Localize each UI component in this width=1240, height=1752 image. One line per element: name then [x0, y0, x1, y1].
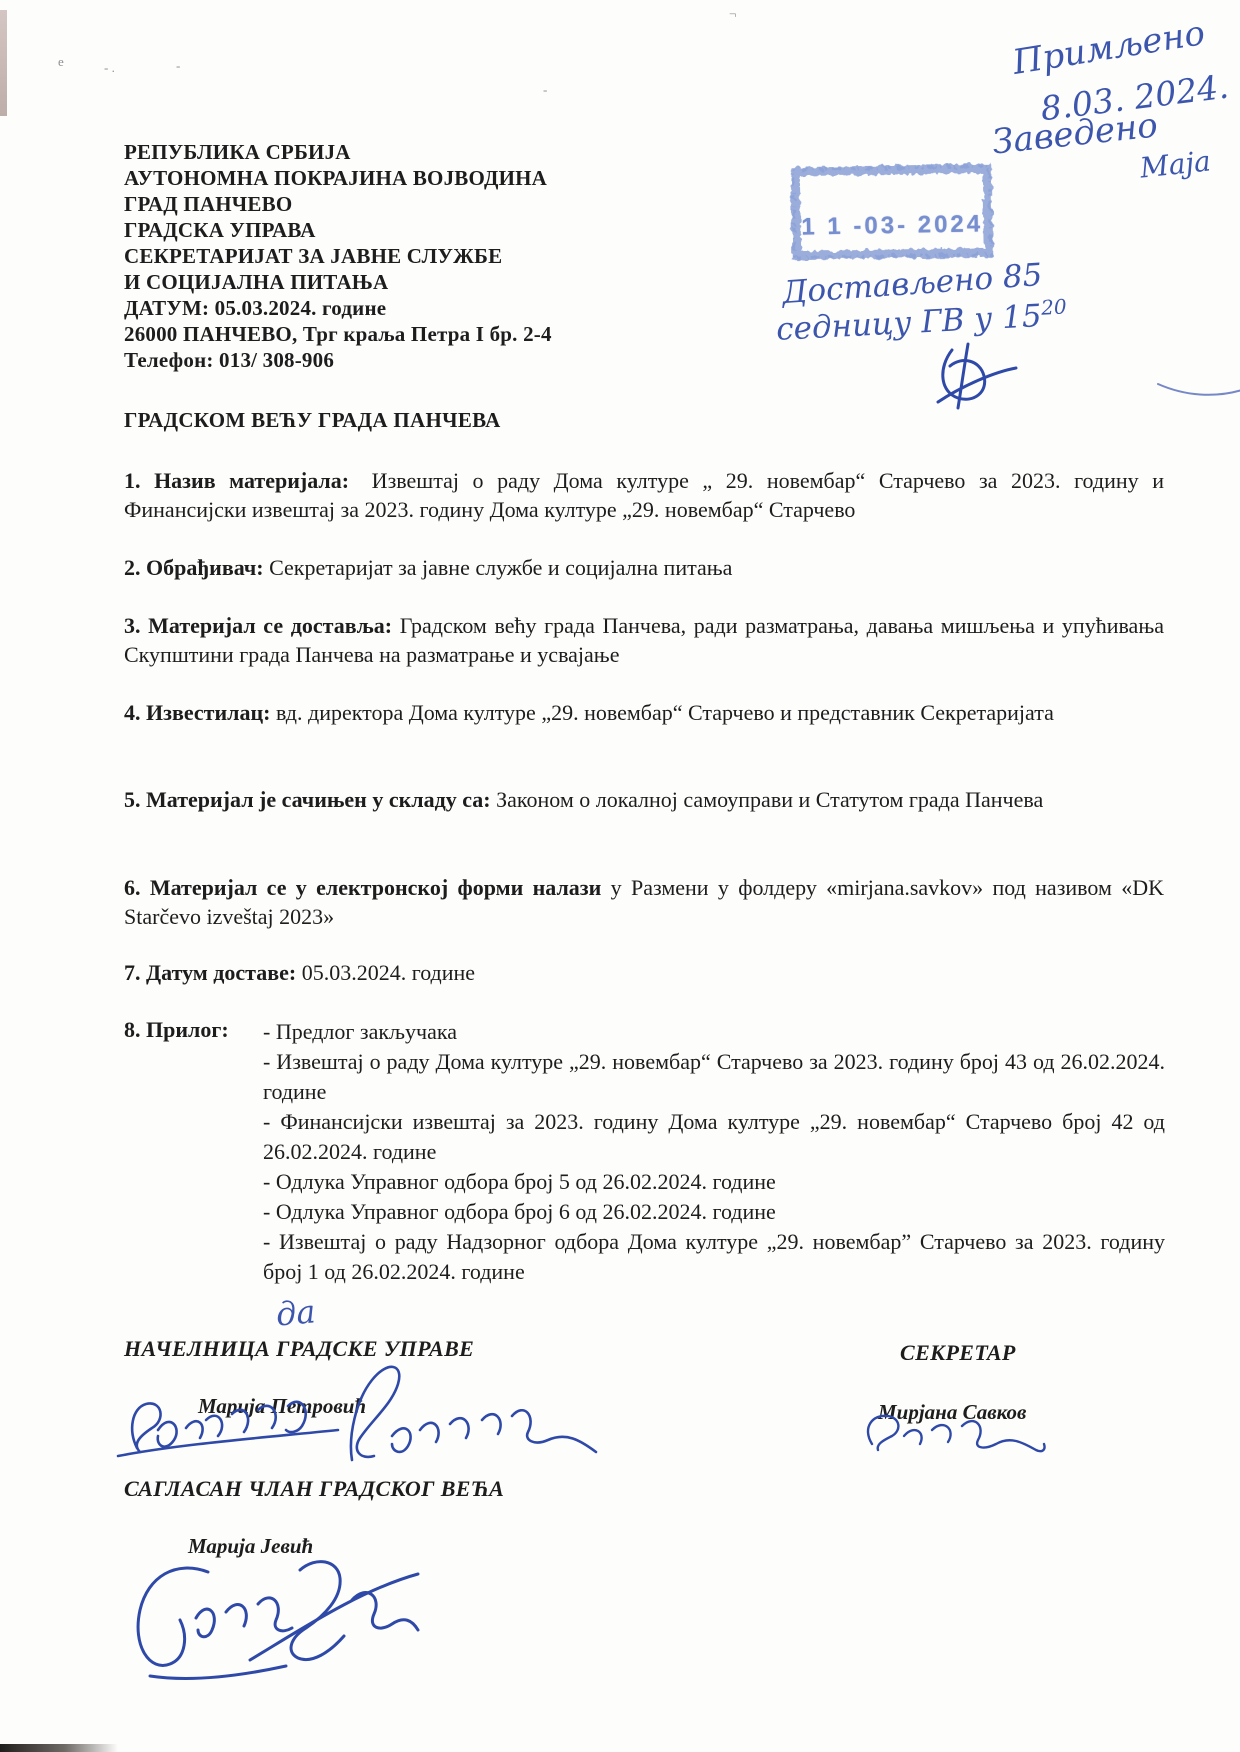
letterhead-line: ДАТУМ: 05.03.2024. године — [124, 296, 387, 320]
attachment-item: - Извештај о раду Дома културе „29. новембар“ Старчево за 2023. годину број 43 од 26.02.2024. године — [263, 1049, 1165, 1104]
scan-speck: - — [176, 58, 181, 73]
handwriting-delivered-line1: Достављено 85 — [781, 256, 1044, 312]
signature-marija-jevic — [138, 1562, 418, 1679]
letterhead — [124, 139, 552, 373]
scan-speck: - . — [104, 60, 115, 75]
scan-speck: ¬ — [729, 6, 737, 21]
item-label: 3. Материјал се доставља: — [124, 613, 393, 638]
letterhead-line: АУТОНОМНА ПОКРАЈИНА ВОЈВОДИНА — [124, 166, 548, 190]
stamp-date: 1 1 -03- 2024 — [801, 210, 984, 241]
attachment-item: - Одлука Управног одбора број 5 од 26.02.2024. године — [263, 1169, 776, 1194]
letterhead-line: ГРАД ПАНЧЕВО — [124, 192, 293, 216]
handwriting-received-date: 8.03. 2024. — [1038, 66, 1231, 129]
item-6-electronic-location — [124, 873, 1164, 931]
item-label: 7. Датум доставе: — [124, 960, 297, 985]
item-text: Градском већу града Панчева, ради разматрања, давања мишљења и упућивања Скупштини града Панчева на разматрање и усвајање — [124, 613, 1164, 667]
item-text: 05.03.2024. године — [296, 960, 476, 985]
letterhead-line: Телефон: 013/ 308-906 — [124, 348, 335, 372]
item-label: 2. Обрађивач: — [124, 555, 264, 580]
item-7-delivery-date — [124, 958, 1164, 987]
addressee-title: ГРАДСКОМ ВЕЋУ ГРАДА ПАНЧЕВА — [124, 408, 501, 432]
letterhead-line: ГРАДСКА УПРАВА — [124, 218, 316, 242]
item-1-material-name — [124, 466, 1164, 524]
letterhead-line: И СОЦИЈАЛНА ПИТАЊА — [124, 270, 389, 294]
item-2-processor — [124, 553, 1164, 582]
scan-edge-artifact-left — [0, 10, 7, 116]
handwriting-logged-name: Маја — [1138, 144, 1213, 185]
item-label: 4. Известилац: — [124, 700, 271, 725]
attachment-item: - Извештај о раду Надзорног одбора Дома културе „29. новембар” Старчево за 2023. годину број 1 од 26.02.2024. године — [263, 1229, 1165, 1284]
handwriting-logged: Заведено — [990, 105, 1160, 163]
handwriting-delivered-time-sup: 20 — [1040, 294, 1068, 320]
handwriting-received: Примљено — [1010, 13, 1208, 83]
paraph-initials — [938, 344, 1016, 408]
official-name-mirjana-savkov: Мирјана Савков — [878, 1400, 1027, 1424]
scan-speck: - — [543, 82, 548, 97]
official-name-marija-jevic: Марија Јевић — [188, 1534, 314, 1558]
letterhead-line: 26000 ПАНЧЕВО, Трг краља Петра I бр. 2-4 — [124, 322, 552, 346]
official-title-secretary: СЕКРЕТАР — [900, 1340, 1016, 1365]
item-text: вд. директора Дома културе „29. новембар“ Старчево и представник Секретаријата — [270, 700, 1054, 725]
item-label: 6. Материјал се у електронској форми налази — [124, 875, 602, 900]
scan-speck: е — [58, 54, 64, 69]
official-title-head-of-administration: НАЧЕЛНИЦА ГРАДСКЕ УПРАВЕ — [124, 1336, 475, 1361]
official-name-marija-petrovic: Марија Петровић — [198, 1394, 367, 1418]
scan-edge-artifact-bottom — [0, 1744, 118, 1752]
letterhead-line: СЕКРЕТАРИЈАТ ЗА ЈАВНЕ СЛУЖБЕ — [124, 244, 503, 268]
item-text: Извештај о раду Дома културе „ 29. новембар“ Старчево за 2023. годину и Финансијски извештај за 2023. годину Дома културе „29. новембар“ Старчево — [124, 468, 1164, 522]
official-title-council-member-agreed: САГЛАСАН ЧЛАН ГРАДСКОГ ВЕЋА — [124, 1476, 505, 1501]
item-4-presenter — [124, 698, 1164, 727]
letterhead-line: РЕПУБЛИКА СРБИЈА — [124, 140, 351, 164]
attachments-list — [263, 1017, 1165, 1287]
attachment-item: - Одлука Управног одбора број 6 од 26.02.2024. године — [263, 1199, 776, 1224]
item-3-delivered-to — [124, 611, 1164, 669]
attachment-item: - Предлог закључака — [263, 1019, 457, 1044]
item-5-legal-basis — [124, 785, 1164, 814]
handwriting-delivered-line2-text: седницу ГВ у 15 — [775, 298, 1043, 348]
item-text: Секретаријат за јавне службе и социјална питања — [263, 555, 733, 580]
attachment-item: - Финансијски извештај за 2023. годину Дома културе „29. новембар“ Старчево број 42 од 26.02.2024. године — [263, 1109, 1165, 1164]
item-text: у Размени у фолдеру «mirjana.savkov» под називом «DK Starčevo izveštaj 2023» — [124, 875, 1164, 929]
stray-pen-arc — [1158, 384, 1240, 395]
item-label: 5. Материјал је сачињен у складу са: — [124, 787, 491, 812]
item-8-attachments-label: 8. Прилог: — [124, 1017, 229, 1042]
handwriting-margin-note: да — [274, 1292, 317, 1334]
item-text: Законом о локалној самоуправи и Статутом града Панчева — [490, 787, 1044, 812]
item-label: 1. Назив материјала: — [124, 468, 350, 493]
date-stamp — [787, 160, 997, 264]
